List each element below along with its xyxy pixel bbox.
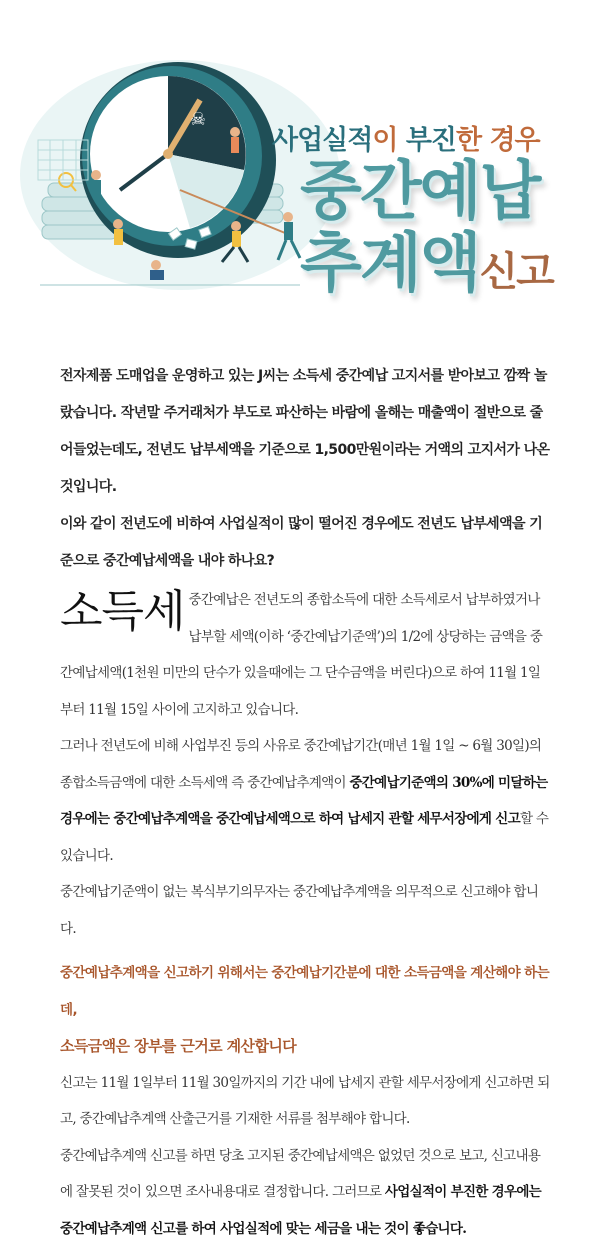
- hero-banner: [0, 0, 600, 320]
- paragraph-text: 중간예납은 전년도의 종합소득에 대한 소득세로서 납부하였거나 납부할 세액(이하 ‘중간예납기준액’)의 1/2에 상당하는 금액을 중간예납세액(1천원 미만의 단수가 있을때에는 그 단수금액을 버린다)으로 하여 11월 1일부터 11월 15일 사이에 고지하고 있습니다.: [60, 592, 543, 718]
- subtitle-part: 사업실적: [272, 125, 373, 156]
- emphasis-text: 중간예납기준액의 30%에 미달하는 경우에는 중간예납추계액을 중간예납세액으로 하여 납세지 관할 세무서장에게 신고: [60, 774, 548, 827]
- paragraph-text: 그러나 전년도에 비해 사업부진 등의 사유로 중간예납기간(매년 1월 1일 ~ 6월 30일)의 종합소득금액에 대한 소득세액 즉 중간예납추계액이: [60, 738, 542, 791]
- body-section: [60, 582, 550, 1247]
- subtitle-part: 한 경우: [455, 125, 540, 156]
- subtitle-part: 부진: [405, 125, 456, 156]
- body-paragraph-2: [60, 728, 550, 874]
- svg-text:☠: ☠: [190, 109, 207, 130]
- body-paragraph-3: 중간예납기준액이 없는 복식부기의무자는 중간예납추계액을 의무적으로 신고해야 합니다.: [60, 884, 539, 937]
- intro-paragraph: 전자제품 도매업을 운영하고 있는 J씨는 소득세 중간예납 고지서를 받아보고 깜짝 놀랐습니다. 작년말 주거래처가 부도로 파산하는 바람에 올해는 매출액이 절반으로 줄어들었는데도, 전년도 납부세액을 기준으로 1,500만원이라는 거액의 고지서가 나온 것입니다.: [60, 368, 550, 495]
- highlight-heading: 소득금액은 장부를 근거로 계산합니다: [60, 1037, 297, 1055]
- body-paragraph-7: [60, 1138, 550, 1248]
- title-line2-main: 추계액: [300, 227, 480, 301]
- paragraph-text: 할 수 있습니다.: [60, 811, 549, 864]
- emphasis-text: 사업실적이 부진한 경우에는 중간예납추계액 신고를 하여 사업실적에 맞는 세금을 내는 것이 좋습니다.: [60, 1184, 542, 1237]
- hero-subtitle: [272, 118, 540, 157]
- paragraph-text: 중간예납추계액 신고를 하면 당초 고지된 중간예납세액은 없었던 것으로 보고, 신고내용에 잘못된 것이 있으면 조사내용대로 결정합니다. 그러므로: [60, 1147, 541, 1200]
- intro-section: [60, 358, 550, 580]
- hero-title-line1: 중간예납: [300, 155, 540, 229]
- hero-title-line2: [300, 227, 553, 301]
- clock-icon: [80, 62, 276, 258]
- highlight-paragraph: 중간예납추계액을 신고하기 위해서는 중간예납기간분에 대한 소득금액을 계산해야 하는데,: [60, 965, 550, 1018]
- title-line2-small: 신고: [479, 249, 553, 295]
- drop-cap-word: 소득세: [60, 586, 185, 637]
- body-paragraph-6: 신고는 11월 1일부터 11월 30일까지의 기간 내에 납세지 관할 세무서장에게 신고하면 되고, 중간예납추계액 산출근거를 기재한 서류를 첨부해야 합니다.: [60, 1074, 550, 1127]
- intro-paragraph: 이와 같이 전년도에 비하여 사업실적이 많이 떨어진 경우에도 전년도 납부세액을 기준으로 중간예납세액을 내야 하나요?: [60, 516, 543, 569]
- body-paragraph-1: [60, 582, 550, 728]
- subtitle-part: 이: [372, 125, 406, 156]
